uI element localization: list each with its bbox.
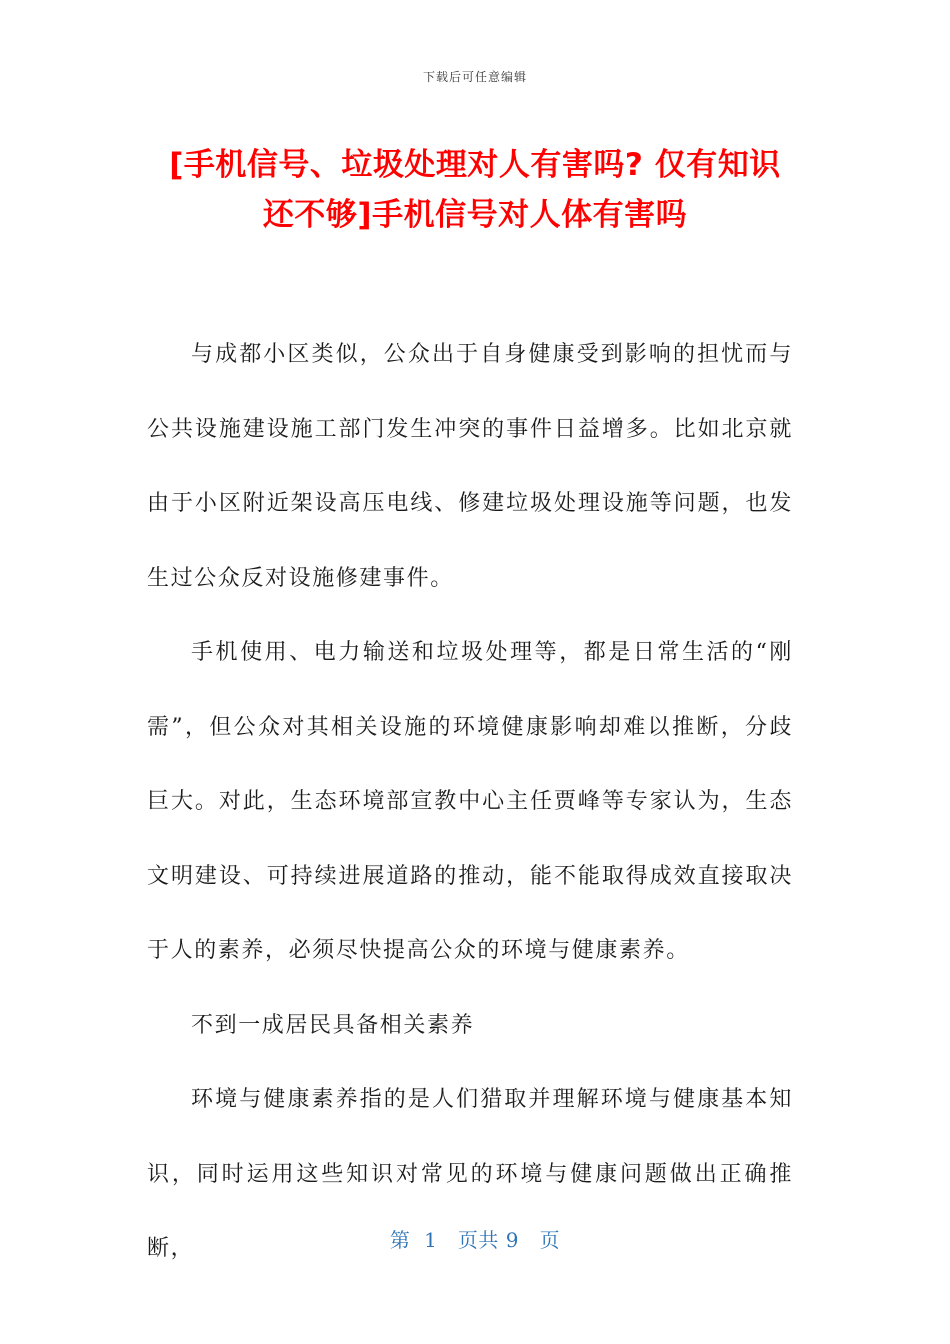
document-title <box>120 140 830 240</box>
page-number-footer: 第 1 页共 9 页 <box>389 1228 561 1252</box>
paragraph-3: 环境与健康素养指的是人们猎取并理解环境与健康基本知识，同时运用这些知识对常见的环境与健康问题做出正确推断， <box>147 1087 793 1261</box>
paragraph-2: 手机使用、电力输送和垃圾处理等，都是日常生活的“刚需”，但公众对其相关设施的环境健康影响却难以推断，分歧巨大。对此，生态环境部宣教中心主任贾峰等专家认为，生态文明建设、可持续进展道路的推动，能不能取得成效直接取决于人的素养，必须尽快提高公众的环境与健康素养。 <box>147 640 793 963</box>
document-title-line-1: [手机信号、垃圾处理对人有害吗? 仅有知识 <box>169 147 781 183</box>
paragraph-1: 与成都小区类似，公众出于自身健康受到影响的担忧而与公共设施建设施工部门发生冲突的事件日益增多。比如北京就由于小区附近架设高压电线、修建垃圾处理设施等问题，也发生过公众反对设施修建事件。 <box>147 342 793 591</box>
header-note: 下载后可任意编辑 <box>422 70 527 84</box>
document-body <box>147 318 793 1287</box>
section-heading: 不到一成居民具备相关素养 <box>191 1012 475 1038</box>
document-title-line-2: 还不够]手机信号对人体有害吗 <box>262 197 688 233</box>
